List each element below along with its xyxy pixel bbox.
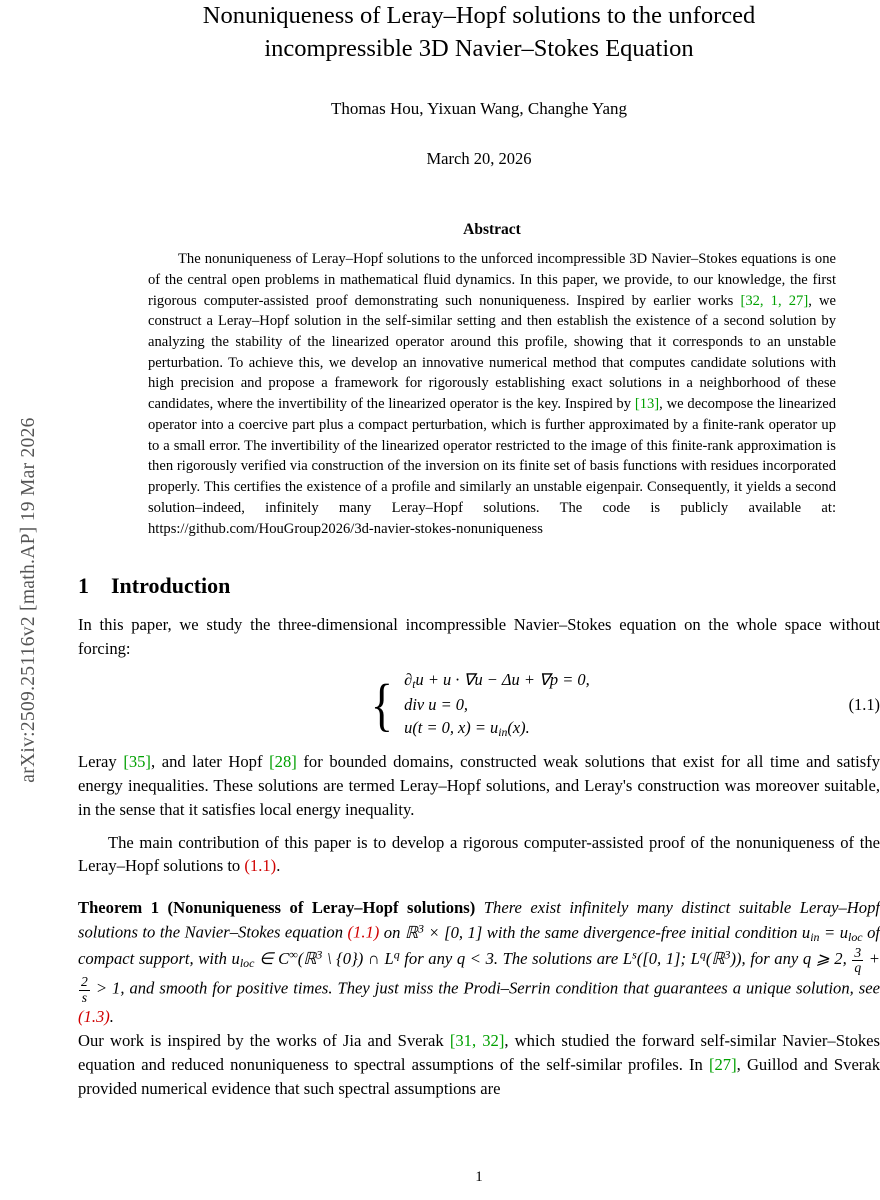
- arxiv-identifier-stamp: arXiv:2509.25116v2 [math.AP] 19 Mar 2026: [18, 417, 39, 783]
- title-line-2: incompressible 3D Navier–Stokes Equation: [264, 34, 694, 62]
- abstract-heading: Abstract: [463, 221, 521, 239]
- page-number: 1: [475, 1169, 483, 1185]
- abstract-section: [78, 221, 880, 539]
- intro-paragraph-2: [78, 750, 880, 822]
- theorem-part-4: .: [109, 1006, 114, 1026]
- intro-p2-part-b: , and later Hopf: [150, 751, 270, 771]
- title-line-1: Nonuniqueness of Leray–Hopf solutions to the unforced: [202, 2, 756, 29]
- theorem-1: [78, 896, 880, 1028]
- intro-paragraph-3: [78, 831, 880, 879]
- intro-p3-part-b: .: [276, 856, 281, 876]
- equation-content: [78, 670, 880, 740]
- theorem-statement: [78, 898, 880, 1026]
- page-title: [78, 0, 880, 65]
- intro-p2-part-a: Leray: [78, 751, 124, 771]
- paper-page: [78, 0, 880, 1200]
- theorem-fraction-condition: $\frac{3}{q}$ + $\frac{2}{s}$: [81, 944, 880, 1005]
- equation-1-1: [78, 670, 880, 740]
- intro-p2-part-c: for bounded domains, constructed weak solutions that exist for all time and satisfy energy inequalities. These solutions are termed Leray–Hopf solutions, and Leray's construction was moreover suitable, in the sense that it satisfies local energy inequality.: [78, 751, 880, 819]
- closing-part-a: Our work is inspired by the works of Jia and Sverak: [78, 1030, 450, 1050]
- abstract-text-part-1: The nonuniqueness of Leray–Hopf solutions to the unforced incompressible 3D Navier–Stokes equations is one of the central open problems in mathematical fluid dynamics. In this paper, we provide, to our knowledge, the first rigorous computer-assisted proof demonstrating such nonuniqueness. Inspired by earlier works: [148, 251, 836, 309]
- section-title: Introduction: [111, 573, 231, 599]
- theorem-part-1: There exist infinitely many distinct suitable Leray–Hopf solutions to the Navier–Stokes equation: [78, 898, 880, 942]
- theorem-part-2: on ℝ$^3$ × [0, 1] with the same divergence-free initial condition $u_{in} = u_{loc}$ of compact support, with $u_{loc}$ ∈ C∞(ℝ$^3$ \ {0}) ∩ $L^q$ for any q < 3. The solutions are $L^s([0$, 1]; $L^q(ℝ^3)$), for any q ⩾ 2,: [78, 921, 880, 971]
- intro-paragraph-1: In this paper, we study the three-dimensional incompressible Navier–Stokes equation on the whole space without forcing:: [78, 615, 880, 659]
- publication-date: March 20, 2026: [426, 149, 532, 169]
- equation-reference-1-3[interactable]: (1.3): [78, 1006, 110, 1026]
- theorem-part-3: > 1, and smooth for positive times. They just miss the Prodi–Serrin condition that guarantees a unique solution, see: [90, 978, 880, 998]
- citation-link-13[interactable]: [13]: [634, 396, 660, 413]
- section-heading-introduction: [78, 573, 880, 599]
- section-number: 1: [78, 573, 89, 599]
- closing-paragraph: [78, 1029, 880, 1101]
- equation-number: (1.1): [848, 694, 880, 714]
- equation-line-1: $\partial_tu + u \cdot \nabla u - \Delta u + \nabla p = 0$,: [404, 670, 590, 691]
- intro-p3-part-a: The main contribution of this paper is to develop a rigorous computer-assisted proof of the nonuniqueness of the Leray–Hopf solutions to: [78, 832, 880, 876]
- equation-line-3: u(t = 0, $x) = u_{in}(x)$.: [404, 717, 530, 739]
- citation-link-28[interactable]: [28]: [269, 751, 297, 771]
- left-brace-glyph: {: [371, 672, 394, 738]
- closing-part-b: , which studied the forward self-similar Navier–Stokes equation and reduced nonuniqueness to spectral assumptions of the self-similar profiles. In: [78, 1030, 880, 1074]
- author-list: Thomas Hou, Yixuan Wang, Changhe Yang: [330, 99, 628, 119]
- equation-reference-1-1-theorem[interactable]: (1.1): [347, 922, 380, 942]
- citation-link-35[interactable]: [35]: [123, 751, 151, 771]
- citation-link-31-32[interactable]: [31, 32]: [449, 1030, 505, 1050]
- abstract-text-part-2: , we construct a Leray–Hopf solution in the self-similar setting and then establish the existence of a second solution by analyzing the stability of the linearized operator around this profile, showing that it corresponds to an unstable perturbation. To achieve this, we develop an innovative numerical method that computes candidate solutions with high precision and propose a framework for rigorously establishing exact solutions in a neighborhood of these candidates, where the invertibility of the linearized operator is the key. Inspired by: [148, 292, 836, 413]
- equation-line-2: div u = 0,: [404, 694, 469, 714]
- closing-part-c: , Guillod and Sverak provided numerical evidence that such spectral assumptions are: [78, 1054, 880, 1098]
- citation-link-32-1-27[interactable]: [32, 1, 27]: [740, 292, 809, 309]
- citation-link-27[interactable]: [27]: [708, 1054, 737, 1074]
- theorem-heading: Theorem 1 (Nonuniqueness of Leray–Hopf solutions): [78, 898, 476, 918]
- equation-lines: [404, 670, 590, 740]
- abstract-text: [148, 249, 836, 539]
- equation-reference-1-1[interactable]: (1.1): [244, 856, 277, 876]
- abstract-text-part-3: , we decompose the linearized operator into a coercive part plus a compact perturbation, which is further approximated by a finite-rank operator up to a small error. The invertibility of the linearized operator restricted to the image of this finite-rank approximation is then rigorously verified via construction of the inversion on its finite set of basis functions with residues incorporated properly. This certifies the existence of a profile and similarly an unstable eigenpair. Consequently, it yields a second solution–indeed, infinitely many Leray–Hopf solutions. The code is publicly available at: https://github.com/HouGroup2026/3d-navier-stokes-nonuniqueness: [148, 396, 837, 537]
